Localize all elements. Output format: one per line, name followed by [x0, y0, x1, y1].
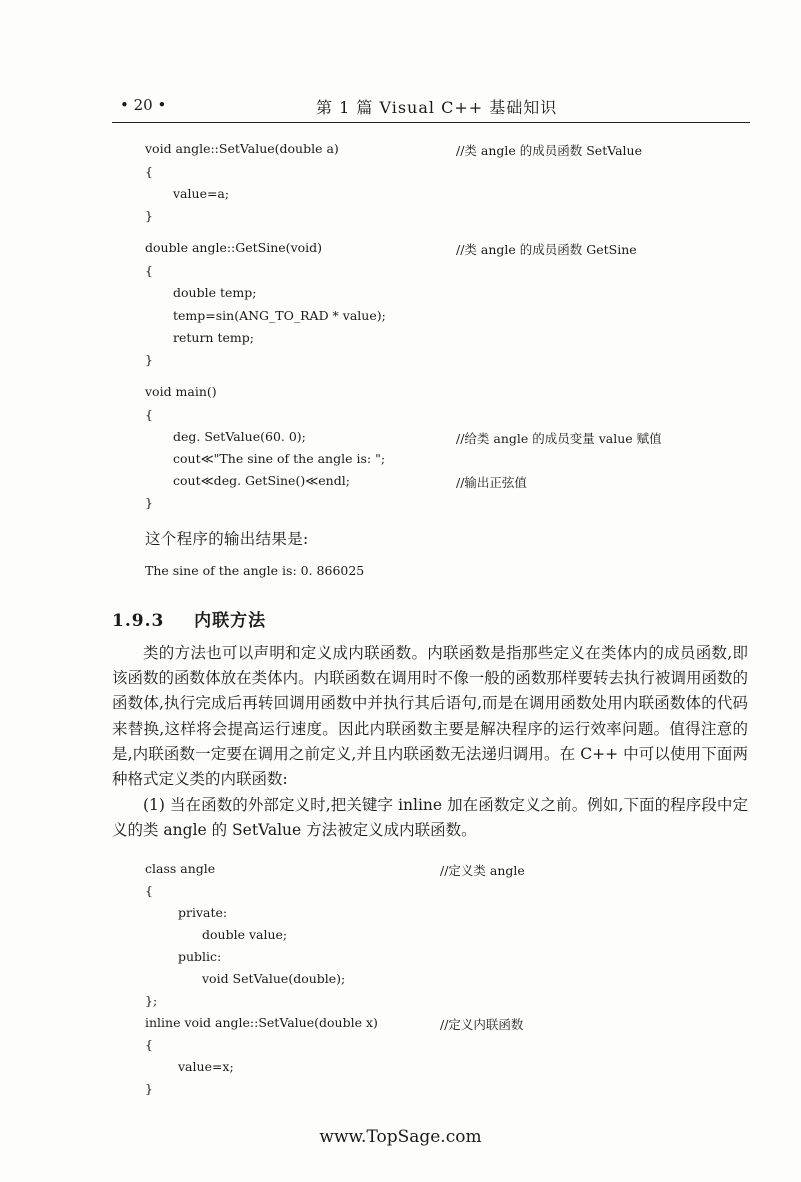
running-header-title: 第 1 篇 Visual C++ 基础知识	[316, 98, 558, 117]
code-line: deg. SetValue(60. 0);	[173, 429, 306, 444]
code-line: double temp;	[173, 285, 257, 300]
code-line: }	[145, 1081, 153, 1096]
code-line: }	[145, 208, 153, 223]
page-number: • 20 •	[120, 96, 167, 114]
code-line: double value;	[202, 927, 288, 942]
section-heading	[112, 606, 266, 631]
code-line: void main()	[145, 384, 217, 399]
code-comment: //类 angle 的成员函数 GetSine	[456, 242, 637, 257]
code-line: {	[145, 1037, 153, 1052]
code-line: value=x;	[178, 1059, 234, 1074]
section-title: 内联方法	[194, 611, 267, 631]
code-line: {	[145, 883, 153, 898]
code-line: {	[145, 263, 153, 278]
code-line: void angle::SetValue(double a)	[145, 141, 339, 156]
code-line: }	[145, 495, 153, 510]
code-line: cout≪"The sine of the angle is: ";	[173, 451, 386, 466]
body-paragraph: (1) 当在函数的外部定义时,把关键字 inline 加在函数定义之前。例如,下面的程序段中定义的类 angle 的 SetValue 方法被定义成内联函数。	[112, 796, 748, 840]
code-line: };	[145, 993, 158, 1008]
code-line: {	[145, 164, 153, 179]
code-line: return temp;	[173, 330, 254, 345]
code-line: private:	[178, 905, 228, 920]
code-comment: //输出正弦值	[456, 475, 527, 490]
code-line: cout≪deg. GetSine()≪endl;	[173, 473, 350, 488]
code-comment: //类 angle 的成员函数 SetValue	[456, 143, 643, 158]
code-line: {	[145, 407, 153, 422]
code-line: void SetValue(double);	[202, 971, 346, 986]
code-line: public:	[178, 949, 222, 964]
code-line: class angle	[145, 861, 216, 876]
body-paragraph: 类的方法也可以声明和定义成内联函数。内联函数是指那些定义在类体内的成员函数,即该函数的函数体放在类体内。内联函数在调用时不像一般的函数那样要转去执行被调用函数的函数体,执行完成后再转回调用函数中并执行其后语句,而是在调用函数处用内联函数体的代码来替换,这样将会提高运行速度。因此内联函数主要是解决程序的运行效率问题。值得注意的是,内联函数一定要在调用之前定义,并且内联函数无法递归调用。在 C++ 中可以使用下面两种格式定义类的内联函数:	[112, 644, 748, 789]
code-line: double angle::GetSine(void)	[145, 240, 323, 255]
code-comment: //给类 angle 的成员变量 value 赋值	[456, 431, 662, 446]
output-line: The sine of the angle is: 0. 866025	[145, 563, 365, 578]
header-rule	[112, 122, 750, 123]
footer-url: www.TopSage.com	[319, 1127, 482, 1147]
code-line: value=a;	[173, 186, 230, 201]
code-line: inline void angle::SetValue(double x)	[145, 1015, 378, 1030]
output-intro: 这个程序的输出结果是:	[145, 530, 309, 548]
code-comment: //定义类 angle	[440, 863, 525, 878]
code-line: }	[145, 352, 153, 367]
section-number: 1.9.3	[112, 611, 165, 631]
code-comment: //定义内联函数	[440, 1017, 524, 1032]
code-line: temp=sin(ANG_TO_RAD * value);	[173, 308, 386, 323]
